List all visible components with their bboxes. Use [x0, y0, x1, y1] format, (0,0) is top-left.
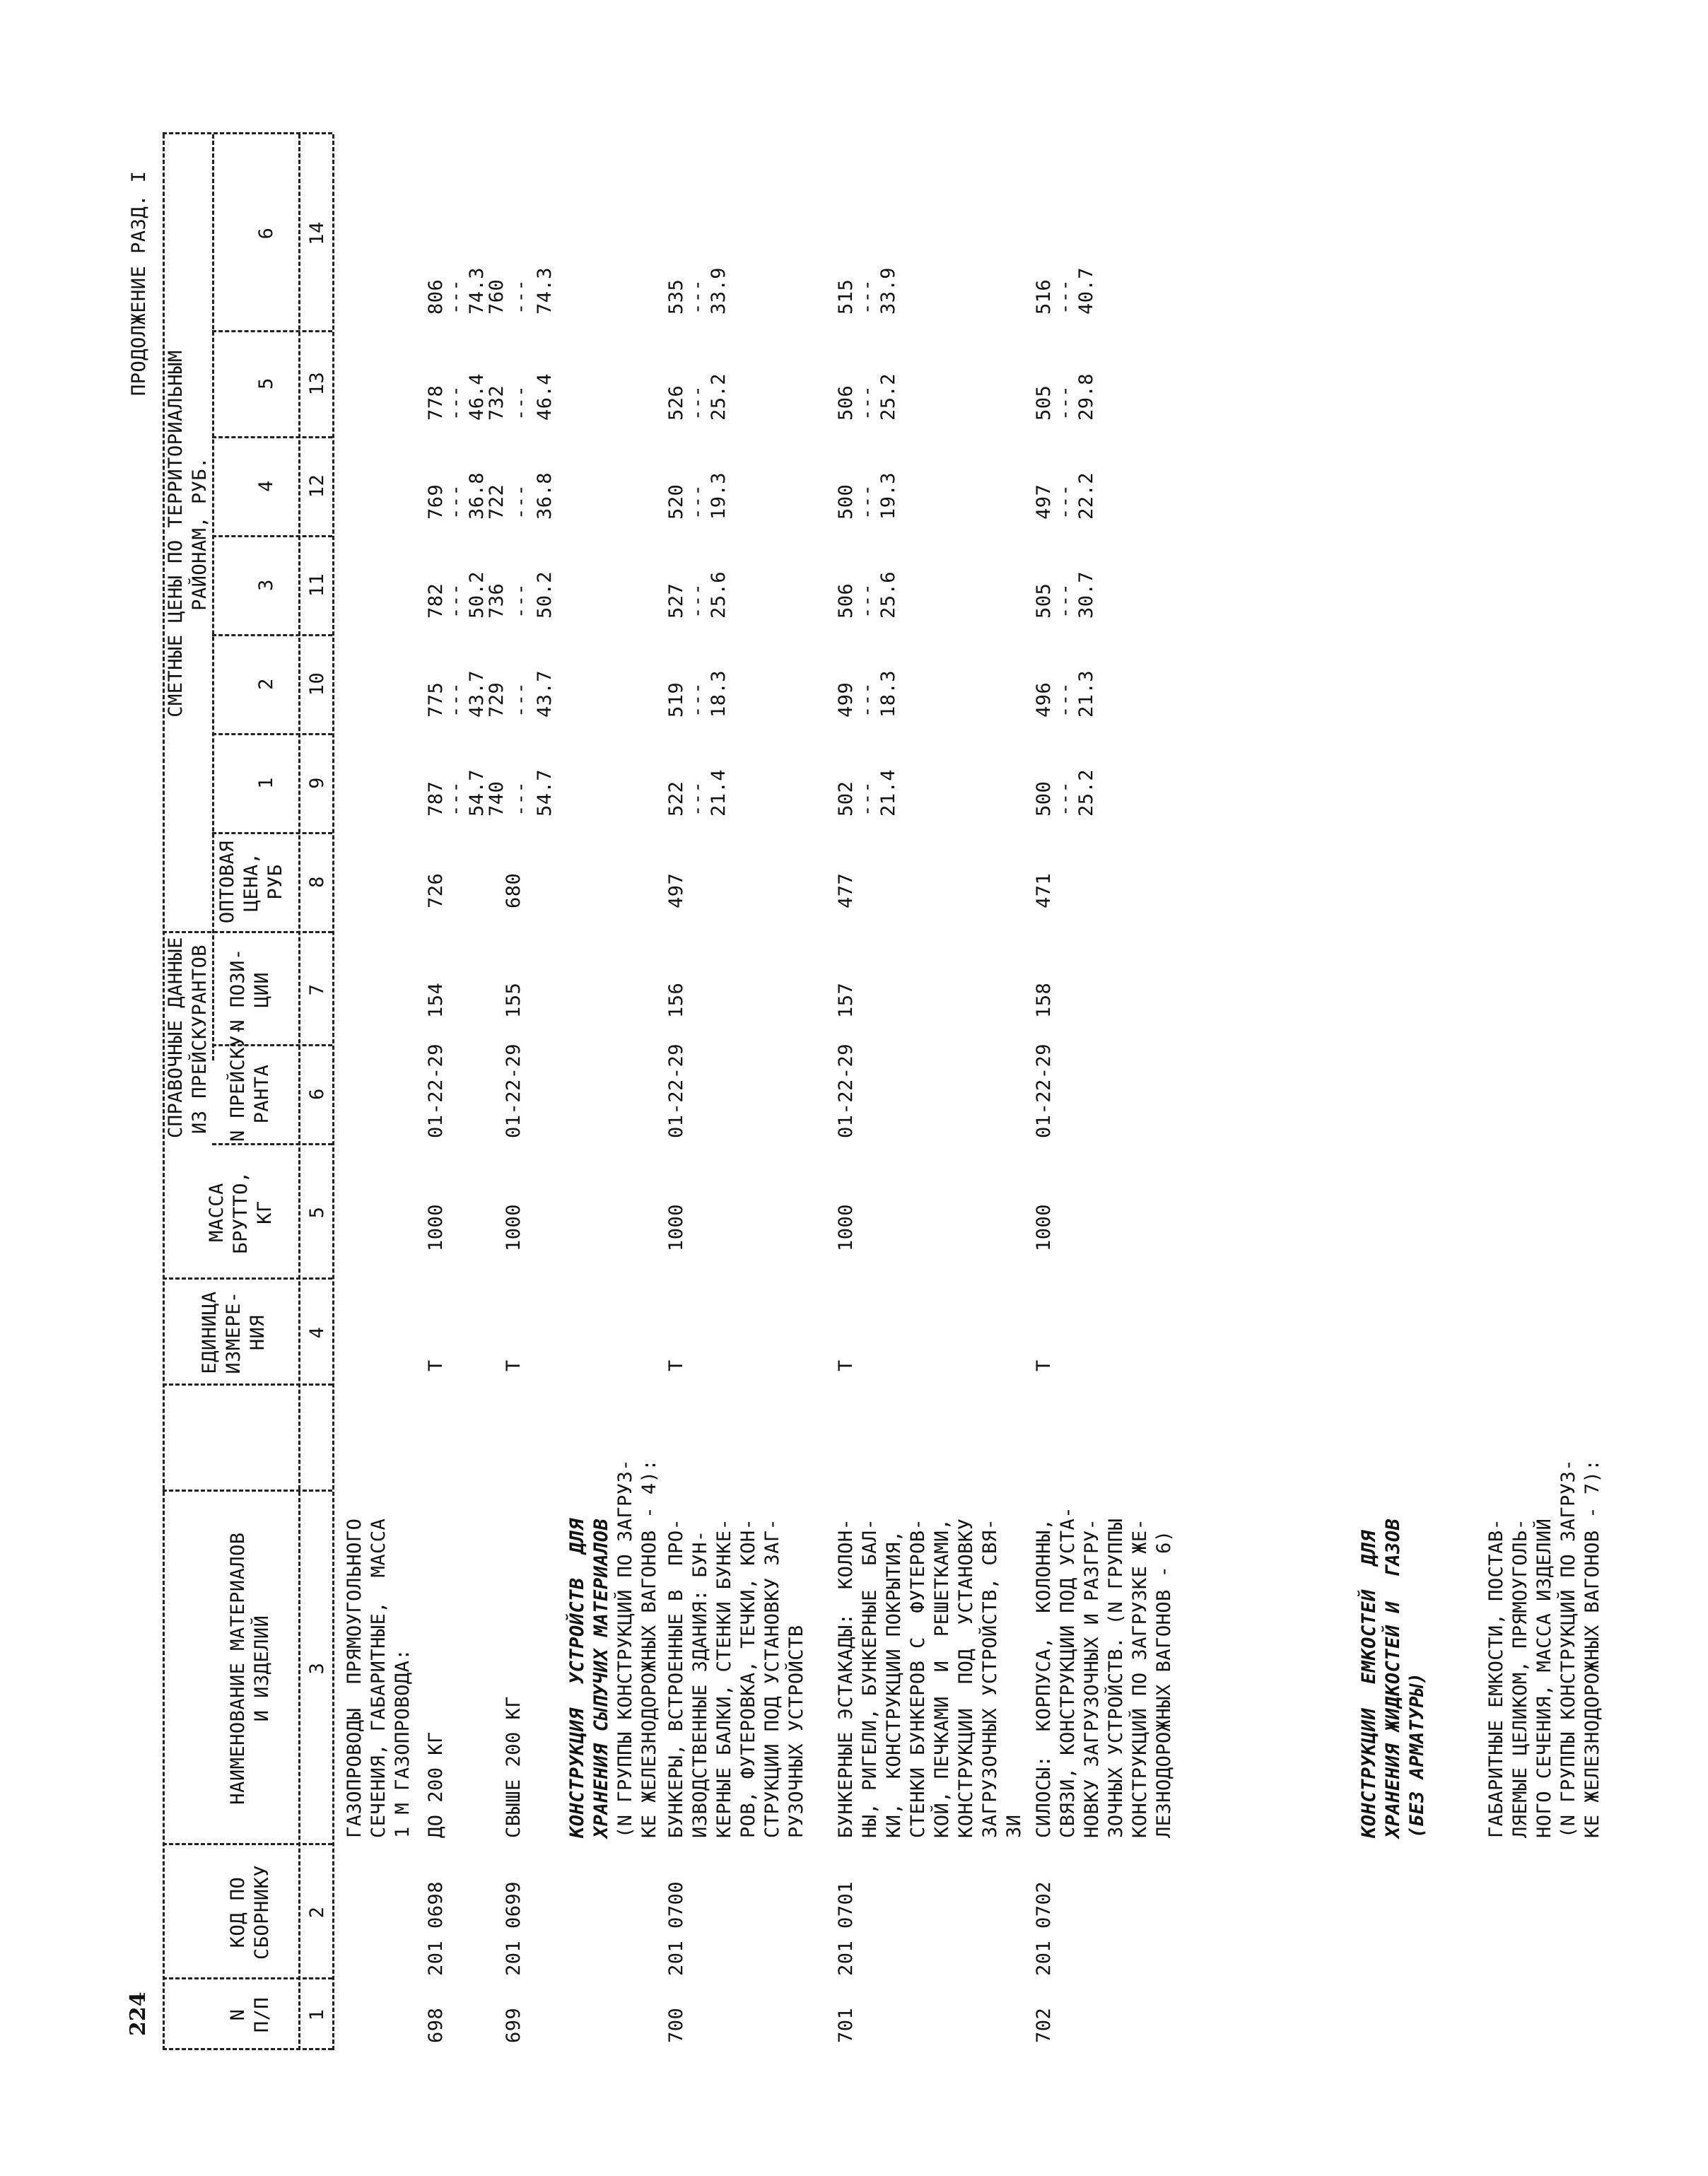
- header-price-group: СМЕТНЫЕ ЦЕНЫ ПО ТЕРРИТОРИАЛЬНЫМ РАЙОНАМ, РУБ.: [165, 350, 211, 718]
- vrule: [163, 1843, 332, 1845]
- header-name: НАИМЕНОВАНИЕ МАТЕРИАЛОВ И ИЗДЕЛИЙ: [227, 1532, 273, 1805]
- colnum: 1: [306, 2008, 328, 2021]
- fraction-bar: ---: [1054, 279, 1076, 315]
- district-6: 6: [255, 227, 277, 240]
- colnum: 10: [306, 672, 328, 696]
- fraction-bar: ---: [445, 583, 467, 619]
- fraction-bar: ---: [856, 385, 878, 421]
- fraction-bar: ---: [686, 385, 708, 421]
- row-700-transport-d4: 19.3: [708, 472, 730, 520]
- row-702-price-d3: 505: [1033, 583, 1055, 619]
- row-698-price-d1: 787: [425, 780, 447, 817]
- fraction-bar: ---: [1054, 583, 1076, 619]
- row-702-price-d5: 505: [1033, 385, 1055, 421]
- row-700-mass: 1000: [665, 1203, 687, 1251]
- row-699-price-d1: 740: [486, 780, 508, 817]
- row-701-transport-d6: 33.9: [877, 267, 899, 315]
- row-701-transport-d3: 25.6: [877, 571, 899, 619]
- row-702-price-d2: 496: [1033, 682, 1055, 718]
- row-701-unit: Т: [835, 1359, 857, 1371]
- row-700-position: 156: [665, 982, 687, 1018]
- continuation-title: ПРОДОЛЖЕНИЕ РАЗД. I: [128, 170, 150, 396]
- row-699-unit: Т: [503, 1359, 525, 1371]
- colnum: 6: [306, 1088, 328, 1100]
- row-701-transport-d5: 25.2: [877, 373, 899, 421]
- tank-section-block: [1273, 127, 1697, 2050]
- district-1: 1: [255, 777, 277, 789]
- row-702-transport-d4: 22.2: [1075, 472, 1097, 520]
- row-701-name: БУНКЕРНЫЕ ЭСТАКАДЫ: КОЛОН- НЫ, РИГЕЛИ, БУНКЕРНЫЕ БАЛ- КИ, КОНСТРУКЦИИ ПОКРЫТИЯ, СТЕНКИ БУНКЕРОВ С ФУТЕРОВ- КОЙ, ПЕЧКАМИ И РЕШЕТКАМИ, КОНСТРУКЦИИ ПОД УСТАНОВКУ ЗАГРУЗОЧНЫХ УСТРОЙСТВ, СВЯ- ЗИ: [835, 1518, 1025, 1838]
- colnum: 8: [306, 876, 328, 888]
- fraction-bar: ---: [510, 780, 532, 817]
- row-699-position: 155: [503, 982, 525, 1018]
- row-700-wholesale: 497: [665, 872, 687, 908]
- row-699-name: СВЫШЕ 200 КГ: [503, 1695, 525, 1838]
- rotated-table: [127, 127, 1258, 2050]
- row-702-transport-d5: 29.8: [1075, 373, 1097, 421]
- fraction-bar: ---: [1054, 682, 1076, 718]
- row-701-pricelist: 01-22-29: [835, 1043, 857, 1138]
- row-699-price-d2: 729: [486, 682, 508, 718]
- row-702-price-d6: 516: [1033, 279, 1055, 315]
- row-702-name: СИЛОСЫ: КОРПУСА, КОЛОННЫ, СВЯЗИ, КОНСТРУКЦИИ ПОД УСТА- НОВКУ ЗАГРУЗОЧНЫХ И РАЗГРУ- ЗОЧНЫХ УСТРОЙСТВ. (N ГРУППЫ КОНСТРУКЦИЙ ПО ЗАГРУЗКЕ ЖЕ- ЛЕЗНОДОРОЖНЫХ ВАГОНОВ - 6): [1033, 1506, 1175, 1838]
- row-698-price-d6: 806: [425, 279, 447, 315]
- row-698-unit: Т: [425, 1359, 447, 1371]
- row-699-mass: 1000: [503, 1203, 525, 1251]
- row-701-price-d3: 506: [835, 583, 857, 619]
- row-699-wholesale: 680: [503, 872, 525, 908]
- row-702-pricelist: 01-22-29: [1033, 1043, 1055, 1138]
- row-698-transport-d1: 54.7: [466, 768, 488, 817]
- fraction-bar: ---: [686, 484, 708, 520]
- row-700-price-d1: 522: [665, 780, 687, 817]
- row-702-transport-d6: 40.7: [1075, 267, 1097, 315]
- row-699-transport-d5: 46.4: [534, 373, 556, 421]
- fraction-bar: ---: [510, 385, 532, 421]
- row-699-transport-d3: 50.2: [534, 571, 556, 619]
- rule-header-bottom: [298, 134, 300, 2050]
- colnum: 3: [306, 1662, 328, 1675]
- row-702-mass: 1000: [1033, 1203, 1055, 1251]
- row-701-transport-d1: 21.4: [877, 768, 899, 817]
- row-698-pricelist: 01-22-29: [425, 1043, 447, 1138]
- fraction-bar: ---: [445, 484, 467, 520]
- fraction-bar: ---: [686, 780, 708, 817]
- vrule: [163, 132, 332, 134]
- fraction-bar: ---: [856, 279, 878, 315]
- row-698-n: 698: [425, 2007, 447, 2043]
- row-700-n: 700: [665, 2007, 687, 2043]
- header-unit: ЕДИНИЦА ИЗМЕРЕ- НИЯ: [199, 1291, 269, 1374]
- fraction-bar: ---: [856, 583, 878, 619]
- row-698-name: ДО 200 КГ: [425, 1731, 447, 1838]
- colnum: 12: [306, 474, 328, 498]
- fraction-bar: ---: [1054, 484, 1076, 520]
- row-698-transport-d4: 36.8: [466, 472, 488, 520]
- vrule: [163, 1490, 332, 1492]
- section-tank-title: КОНСТРУКЦИИ ЕМКОСТЕЙ ДЛЯ ХРАНЕНИЯ ЖИДКОСТЕЙ И ГАЗОВ (БЕЗ АРМАТУРЫ): [1358, 1518, 1428, 1838]
- colnum: 14: [306, 221, 328, 245]
- fraction-bar: ---: [445, 780, 467, 817]
- fraction-bar: ---: [1054, 385, 1076, 421]
- row-701-price-d5: 506: [835, 385, 857, 421]
- vrule: [163, 1977, 332, 1979]
- row-698-transport-d6: 74.3: [466, 267, 488, 315]
- fraction-bar: ---: [856, 484, 878, 520]
- colnum: 9: [306, 777, 328, 789]
- district-5: 5: [255, 378, 277, 390]
- row-698-code: 201 0698: [425, 1880, 447, 1976]
- row-698-wholesale: 726: [425, 872, 447, 908]
- district-3: 3: [255, 579, 277, 591]
- colnum: 13: [306, 371, 328, 396]
- row-699-pricelist: 01-22-29: [503, 1043, 525, 1138]
- row-702-code: 201 0702: [1033, 1880, 1055, 1976]
- row-699-code: 201 0699: [503, 1880, 525, 1976]
- fraction-bar: ---: [510, 484, 532, 520]
- row-700-pricelist: 01-22-29: [665, 1043, 687, 1138]
- colnum: 2: [306, 1906, 328, 1919]
- fraction-bar: ---: [686, 682, 708, 718]
- row-698-price-d2: 775: [425, 682, 447, 718]
- header-ref-group: СПРАВОЧНЫЕ ДАННЫЕ ИЗ ПРЕЙСКУРАНТОВ: [165, 937, 211, 1138]
- row-701-price-d2: 499: [835, 682, 857, 718]
- row-702-position: 158: [1033, 982, 1055, 1018]
- vrule: [163, 1277, 332, 1280]
- row-701-transport-d4: 19.3: [877, 472, 899, 520]
- row-701-code: 201 0701: [835, 1880, 857, 1976]
- row-699-transport-d4: 36.8: [534, 472, 556, 520]
- row-698-transport-d5: 46.4: [466, 373, 488, 421]
- row-701-price-d1: 502: [835, 780, 857, 817]
- section-bulk-title: КОНСТРУКЦИЯ УСТРОЙСТВ ДЛЯ ХРАНЕНИЯ СЫПУЧИХ МАТЕРИАЛОВ: [566, 1518, 612, 1838]
- vrule: [163, 2048, 332, 2050]
- fraction-bar: ---: [510, 682, 532, 718]
- fraction-bar: ---: [445, 279, 467, 315]
- row-699-price-d5: 732: [486, 385, 508, 421]
- row-700-transport-d6: 33.9: [708, 267, 730, 315]
- row-701-wholesale: 477: [835, 872, 857, 908]
- row-702-transport-d3: 30.7: [1075, 571, 1097, 619]
- row-701-price-d4: 500: [835, 484, 857, 520]
- row-701-price-d6: 515: [835, 279, 857, 315]
- row-700-code: 201 0700: [665, 1880, 687, 1976]
- row-700-transport-d5: 25.2: [708, 373, 730, 421]
- vrule: [163, 931, 332, 933]
- rule-group-sub: [212, 134, 214, 1060]
- row-699-price-d6: 760: [486, 279, 508, 315]
- vrule: [212, 1143, 332, 1145]
- colnum: 5: [306, 1206, 328, 1219]
- row-700-transport-d1: 21.4: [708, 768, 730, 817]
- fraction-bar: ---: [510, 583, 532, 619]
- header-pricelist: N ПРЕЙСКУ- РАНТА: [227, 1023, 273, 1142]
- row-701-position: 157: [835, 982, 857, 1018]
- row-700-price-d5: 526: [665, 385, 687, 421]
- row-699-price-d4: 722: [486, 484, 508, 520]
- colnum: 11: [306, 573, 328, 597]
- row-702-price-d1: 500: [1033, 780, 1055, 817]
- row-700-price-d4: 520: [665, 484, 687, 520]
- header-position: N ПОЗИ- ЦИИ: [227, 948, 273, 1031]
- fraction-bar: ---: [510, 279, 532, 315]
- fraction-bar: ---: [856, 780, 878, 817]
- row-700-price-d6: 535: [665, 279, 687, 315]
- row-698-mass: 1000: [425, 1203, 447, 1251]
- row-699-price-d3: 736: [486, 583, 508, 619]
- row-702-price-d4: 497: [1033, 484, 1055, 520]
- row-698-price-d3: 782: [425, 583, 447, 619]
- row-701-transport-d2: 18.3: [877, 669, 899, 718]
- row-700-transport-d2: 18.3: [708, 669, 730, 718]
- section-tank-note: ГАБАРИТНЫЕ ЕМКОСТИ, ПОСТАВ- ЛЯЕМЫЕ ЦЕЛИКОМ, ПРЯМОУГОЛЬ- НОГО СЕЧЕНИЯ, МАССА ИЗДЕЛИЙ (N ГРУППЫ КОНСТРУКЦИЙ ПО ЗАГРУЗ- КЕ ЖЕЛЕЗНОДОРОЖНЫХ ВАГОНОВ - 7):: [1485, 1458, 1603, 1838]
- row-699-transport-d6: 74.3: [534, 267, 556, 315]
- fraction-bar: ---: [445, 385, 467, 421]
- row-700-price-d3: 527: [665, 583, 687, 619]
- row-702-n: 702: [1033, 2007, 1055, 2043]
- fraction-bar: ---: [1054, 780, 1076, 817]
- row-700-unit: Т: [665, 1359, 687, 1371]
- vrule: [163, 1384, 332, 1386]
- row-698-transport-d2: 43.7: [466, 669, 488, 718]
- row-700-price-d2: 519: [665, 682, 687, 718]
- row-699-transport-d1: 54.7: [534, 768, 556, 817]
- section-gas-intro: ГАЗОПРОВОДЫ ПРЯМОУГОЛЬНОГО СЕЧЕНИЯ, ГАБАРИТНЫЕ, МАССА 1 М ГАЗОПРОВОДА:: [344, 1518, 414, 1838]
- colnum: 4: [306, 1326, 328, 1339]
- district-2: 2: [255, 678, 277, 690]
- row-701-mass: 1000: [835, 1203, 857, 1251]
- row-701-n: 701: [835, 2007, 857, 2043]
- row-698-transport-d3: 50.2: [466, 571, 488, 619]
- row-698-position: 154: [425, 982, 447, 1018]
- page-number: 224: [126, 1991, 151, 2036]
- row-702-wholesale: 471: [1033, 872, 1055, 908]
- district-4: 4: [255, 480, 277, 492]
- row-700-name: БУНКЕРЫ, ВСТРОЕННЫЕ В ПРО- ИЗВОДСТВЕННЫЕ ЗДАНИЯ: БУН- КЕРНЫЕ БАЛКИ, СТЕНКИ БУНКЕ- РОВ, ФУТЕРОВКА, ТЕЧКИ, КОН- СТРУКЦИИ ПОД УСТАНОВКУ ЗАГ- РУЗОЧНЫХ УСТРОЙСТВ: [665, 1518, 807, 1838]
- header-mass: МАССА БРУТТО, КГ: [206, 1171, 276, 1254]
- header-wholesale: ОПТОВАЯ ЦЕНА, РУБ: [216, 840, 286, 924]
- row-699-n: 699: [503, 2007, 525, 2043]
- header-n: N П/П: [227, 1996, 273, 2033]
- fraction-bar: ---: [686, 583, 708, 619]
- row-702-unit: Т: [1033, 1359, 1055, 1371]
- rule-colnum-bottom: [332, 134, 334, 2050]
- fraction-bar: ---: [686, 279, 708, 315]
- row-700-transport-d3: 25.6: [708, 571, 730, 619]
- row-702-transport-d1: 25.2: [1075, 768, 1097, 817]
- colnum: 7: [306, 983, 328, 996]
- fraction-bar: ---: [445, 682, 467, 718]
- row-699-transport-d2: 43.7: [534, 669, 556, 718]
- row-702-transport-d2: 21.3: [1075, 669, 1097, 718]
- header-code: КОД ПО СБОРНИКУ: [227, 1864, 273, 1960]
- row-698-price-d5: 778: [425, 385, 447, 421]
- row-698-price-d4: 769: [425, 484, 447, 520]
- fraction-bar: ---: [856, 682, 878, 718]
- section-bulk-note: (N ГРУППЫ КОНСТРУКЦИЙ ПО ЗАГРУЗ- КЕ ЖЕЛЕЗНОДОРОЖНЫХ ВАГОНОВ - 4):: [614, 1458, 660, 1838]
